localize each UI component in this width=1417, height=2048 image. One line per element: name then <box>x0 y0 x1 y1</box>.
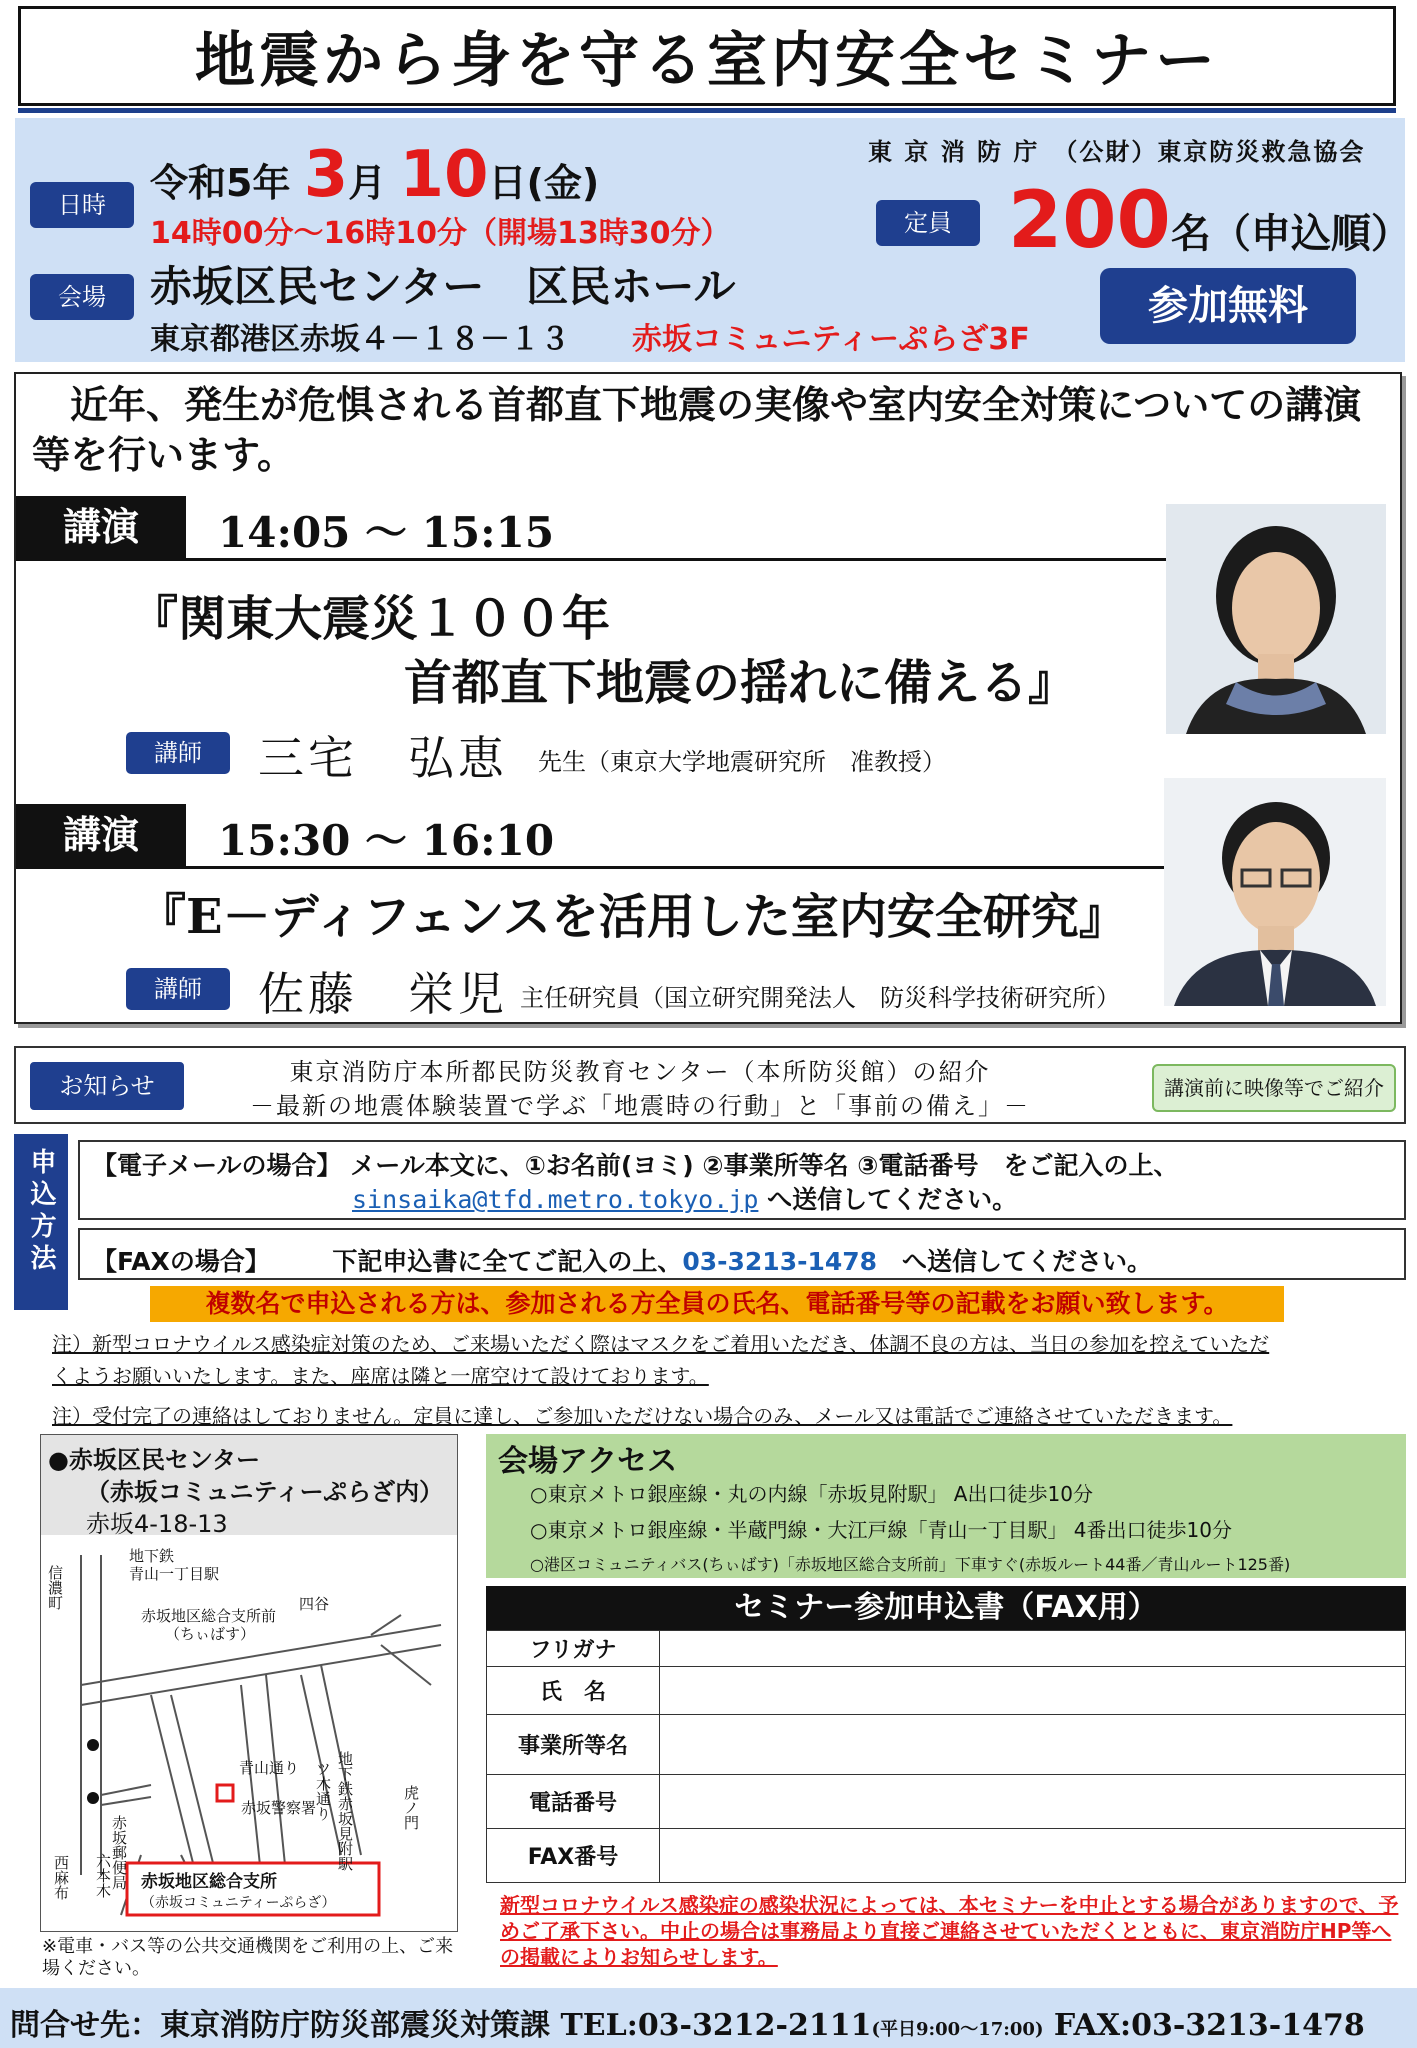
covid-note-cont: くようお願いいたします。また、座席は隣と一席空けて設けております。 <box>52 1364 709 1388</box>
capacity-tag: 定員 <box>876 200 980 246</box>
email-link[interactable]: sinsaika@tfd.metro.tokyo.jp <box>352 1185 759 1214</box>
date-tag: 日時 <box>30 182 134 228</box>
lecture-time: 14:05 ～ 15:15 <box>218 508 555 557</box>
email-suffix: へ送信してください。 <box>758 1185 1018 1214</box>
fax-prefix: 【FAXの場合】 下記申込書に全てご記入の上、 <box>92 1247 683 1276</box>
label-roppongi: 六本木 <box>94 1853 112 1898</box>
map-address: 赤坂4-18-13 <box>86 1510 228 1538</box>
field-label-furigana: フリガナ <box>487 1631 660 1667</box>
venue-tag: 会場 <box>30 274 134 320</box>
event-date <box>150 138 599 212</box>
receipt-note: 注）受付完了の連絡はしておりません。定員に達し、ご参加いただけない場合のみ、メール又は電話でご連絡させていただきます。 <box>52 1404 1233 1428</box>
event-time: 14時00分～16時10分（開場13時30分） <box>150 216 731 251</box>
page-title: 地震から身を守る室内安全セミナー <box>18 6 1396 106</box>
fax-number: 03-3213-1478 <box>682 1247 878 1276</box>
label-subway: 地下鉄 <box>129 1547 175 1565</box>
lecture-title-line2: 首都直下地震の揺れに備える』 <box>404 655 1077 711</box>
field-label-phone: 電話番号 <box>487 1775 660 1829</box>
name-field[interactable] <box>660 1667 1406 1715</box>
label-post: 赤坂郵便局 <box>110 1815 128 1890</box>
label-hitotsugi: ツ木通り <box>314 1761 332 1821</box>
day-suffix: 日(金) <box>488 161 600 205</box>
fax-number-footer: 03-3213-1478 <box>1131 2008 1365 2043</box>
fax-label: FAX: <box>1053 2008 1132 2043</box>
label-police: 赤坂警察署 <box>241 1799 317 1817</box>
label-branch-office: 赤坂地区総合支所 <box>141 1872 277 1892</box>
company-field[interactable] <box>660 1715 1406 1775</box>
fax-instructions <box>92 1242 1152 1278</box>
label-nishiazabu: 西麻布 <box>52 1855 70 1900</box>
label-aoyama-dori: 青山通り <box>239 1759 300 1777</box>
multiple-applicant-note: 複数名で申込される方は、参加される方全員の氏名、電話番号等の記載をお願い致します。 <box>150 1286 1284 1322</box>
lecture-tag: 講演 <box>16 496 186 558</box>
covid-note: 注）新型コロナウイルス感染症対策のため、ご来場いただく際はマスクをご着用いただき、体調不良の方は、当日の参加を控えていただ <box>52 1332 1270 1356</box>
field-label-name: 氏 名 <box>487 1667 660 1715</box>
application-method-text: 申込方法 <box>26 1148 56 1276</box>
notice-tag: お知らせ <box>30 1062 184 1110</box>
capacity-suffix: 名（申込順） <box>1170 211 1411 257</box>
label-yotsuya: 四谷 <box>299 1595 330 1613</box>
tel-label: TEL: <box>560 2008 638 2043</box>
map-title: ●赤坂区民センター <box>48 1446 260 1474</box>
label-mitsuke: 地下鉄赤坂見附駅 <box>336 1751 354 1871</box>
map-subtitle: （赤坂コミュニティーぷらざ内） <box>86 1478 444 1506</box>
venue-marker <box>217 1785 233 1801</box>
venue-name: 赤坂区民センター 区民ホール <box>150 262 736 311</box>
field-label-fax: FAX番号 <box>487 1829 660 1883</box>
label-toranomon: 虎ノ門 <box>402 1785 420 1830</box>
fax-field[interactable] <box>660 1829 1406 1883</box>
lecture-time: 15:30 ～ 16:10 <box>218 816 555 865</box>
fax-suffix: へ送信してください。 <box>877 1247 1153 1276</box>
access-line: ○港区コミュニティバス(ちぃばす)「赤坂地区総合支所前」下車すぐ(赤坂ルート44番／青山ルート125番) <box>530 1555 1291 1574</box>
speaker-name: 三宅 弘恵 <box>258 731 508 785</box>
lecture-tag: 講演 <box>16 804 186 866</box>
contact-label: 問合せ先：東京消防庁防災部震災対策課 <box>10 2008 550 2043</box>
phone-field[interactable] <box>660 1775 1406 1829</box>
capacity <box>1008 176 1411 266</box>
map-note: ※電車・バス等の公共交通機関をご利用の上、ご来場ください。 <box>42 1936 454 1979</box>
access-heading: 会場アクセス <box>498 1444 678 1479</box>
label-branch-stop: 赤坂地区総合支所前 <box>141 1607 277 1625</box>
speaker-affiliation: 先生（東京大学地震研究所 准教授） <box>538 748 946 776</box>
notice-line2: －最新の地震体験装置で学ぶ「地震時の行動」と「事前の備え」－ <box>250 1092 1030 1120</box>
tel-number: 03-3212-2111 <box>637 2008 872 2043</box>
email-line2 <box>352 1180 1017 1216</box>
speaker-photo <box>1166 504 1386 734</box>
label-aoyama-station: 青山一丁目駅 <box>129 1565 220 1583</box>
title-underline <box>18 108 1396 113</box>
application-method-label <box>14 1134 68 1310</box>
cancellation-warning: 新型コロナウイルス感染症の感染状況によっては、本セミナーを中止とする場合がありますので、予めご了承下さい。中止の場合は事務局より直接ご連絡させていただくとともに、東京消防庁HP等への掲載によりお知らせします。 <box>500 1893 1399 1969</box>
notice-line1: 東京消防庁本所都民防災教育センター（本所防災館）の紹介 <box>289 1058 991 1086</box>
office-hours: (平日9:00～17:00) <box>871 2019 1044 2040</box>
access-map <box>41 1535 457 1931</box>
venue-floor: 赤坂コミュニティーぷらざ3F <box>632 322 1030 357</box>
venue-address: 東京都港区赤坂４－１８－１３ <box>150 322 570 357</box>
email-instructions: 【電子メールの場合】 メール本文に、①お名前(ヨミ) ②事業所等名 ③電話番号 をご記入の上、 <box>92 1151 1179 1180</box>
speaker-name: 佐藤 栄児 <box>258 967 508 1021</box>
organizers: 東 京 消 防 庁 （公財）東京防災救急協会 <box>868 137 1366 166</box>
label-shinanomachi: 信濃町 <box>46 1565 64 1610</box>
capacity-number: 200 <box>1008 176 1171 266</box>
access-line: ○東京メトロ銀座線・丸の内線「赤坂見附駅」 A出口徒歩10分 <box>530 1482 1093 1506</box>
label-chiibus: （ちぃばす） <box>165 1625 256 1643</box>
speaker-photo <box>1164 778 1386 1006</box>
date-prefix: 令和5年 <box>150 161 291 205</box>
label-branch-office-sub: （赤坂コミュニティーぷらざ） <box>141 1895 336 1911</box>
access-line: ○東京メトロ銀座線・半蔵門線・大江戸線「青山一丁目駅」 4番出口徒歩10分 <box>530 1518 1232 1542</box>
furigana-field[interactable] <box>660 1631 1406 1667</box>
lecture-title: 『関東大震災１００年 <box>130 591 611 647</box>
date-month: 3 <box>303 138 349 212</box>
station-marker <box>87 1792 99 1804</box>
intro-text: 近年、発生が危惧される首都直下地震の実像や室内安全対策についての講演等を行います。 <box>32 383 1362 477</box>
date-day: 10 <box>399 138 489 212</box>
speaker-tag: 講師 <box>126 968 230 1010</box>
station-marker <box>87 1739 99 1751</box>
contact-info <box>10 2000 1365 2044</box>
field-label-company: 事業所等名 <box>487 1715 660 1775</box>
month-unit: 月 <box>348 161 387 205</box>
notice-badge: 講演前に映像等でご紹介 <box>1152 1064 1396 1112</box>
free-admission-badge: 参加無料 <box>1100 268 1356 344</box>
lecture-title: 『E－ディフェンスを活用した室内安全研究』 <box>138 889 1127 945</box>
form-title: セミナー参加申込書（FAX用） <box>486 1586 1406 1630</box>
speaker-affiliation: 主任研究員（国立研究開発法人 防災科学技術研究所） <box>520 984 1120 1012</box>
fax-form <box>486 1630 1406 1883</box>
lecture-divider <box>16 558 1166 561</box>
speaker-tag: 講師 <box>126 732 230 774</box>
lecture-divider <box>16 866 1166 869</box>
